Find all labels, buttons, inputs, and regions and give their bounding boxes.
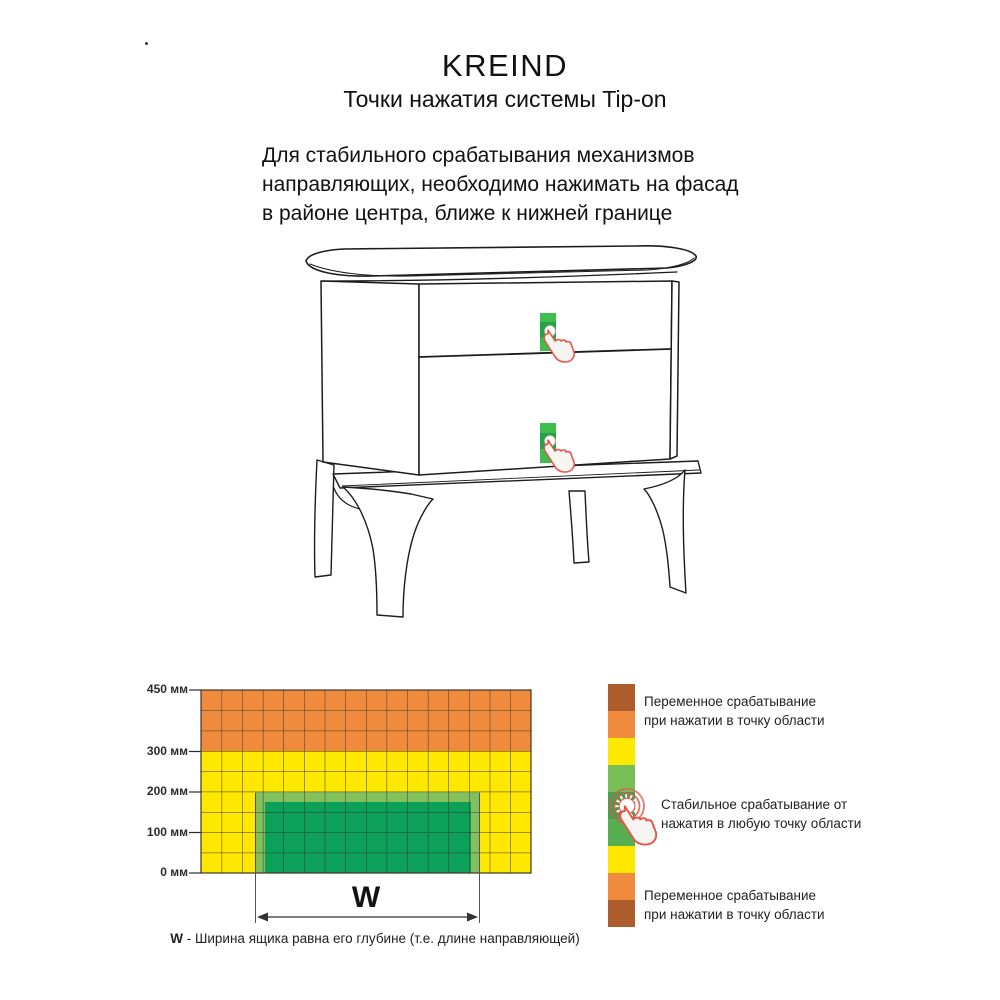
stray-dot	[145, 42, 148, 45]
axis-label-100: 100 мм	[146, 824, 188, 839]
legend-item-variable-bottom	[644, 886, 884, 924]
chart-footnote	[140, 931, 610, 946]
axis-label-300: 300 мм	[146, 743, 188, 758]
legend-color-segment	[608, 873, 635, 900]
legend-item-variable-top	[644, 692, 884, 730]
legend-line: нажатия в любую точку области	[661, 816, 862, 831]
description-line: направляющих, необходимо нажимать на фасад	[262, 173, 739, 196]
page-subtitle: Точки нажатия системы Tip-on	[343, 86, 667, 112]
width-marker-label: W	[351, 881, 381, 914]
description-paragraph	[262, 141, 762, 228]
brand-title: KREIND	[441, 48, 569, 83]
legend-color-segment	[608, 711, 635, 738]
axis-label-450: 450 мм	[146, 682, 188, 696]
legend-line: Стабильное срабатывание от	[661, 797, 848, 812]
axis-label-0: 0 мм	[160, 865, 188, 879]
axis-label-200: 200 мм	[146, 784, 188, 798]
legend-item-stable	[661, 795, 901, 833]
axis-ticks	[189, 690, 201, 873]
legend-line: при нажатии в точку области	[644, 907, 825, 922]
description-line: Для стабильного срабатывания механизмов	[262, 144, 695, 167]
cabinet-side-panel	[321, 281, 419, 475]
legend-color-segment	[608, 684, 635, 711]
cabinet-body	[321, 281, 679, 475]
legend-line: при нажатии в точку области	[644, 713, 825, 728]
legend-line: Переменное срабатывание	[644, 694, 817, 709]
legend-line: Переменное срабатывание	[644, 888, 817, 903]
zone-grid	[201, 690, 531, 873]
footnote-text: - Ширина ящика равна его глубине (т.е. длине направляющей)	[183, 931, 580, 946]
cabinet-right-edge	[670, 281, 679, 459]
cabinet-illustration	[278, 243, 722, 628]
description-line: в районе центра, ближе к нижней границе	[262, 202, 673, 225]
legend-color-segment	[608, 900, 635, 927]
cabinet-front-legs	[343, 470, 686, 617]
cabinet-top	[306, 246, 696, 281]
footnote-bold-w: W	[170, 931, 184, 946]
legend-color-segment	[608, 738, 635, 765]
